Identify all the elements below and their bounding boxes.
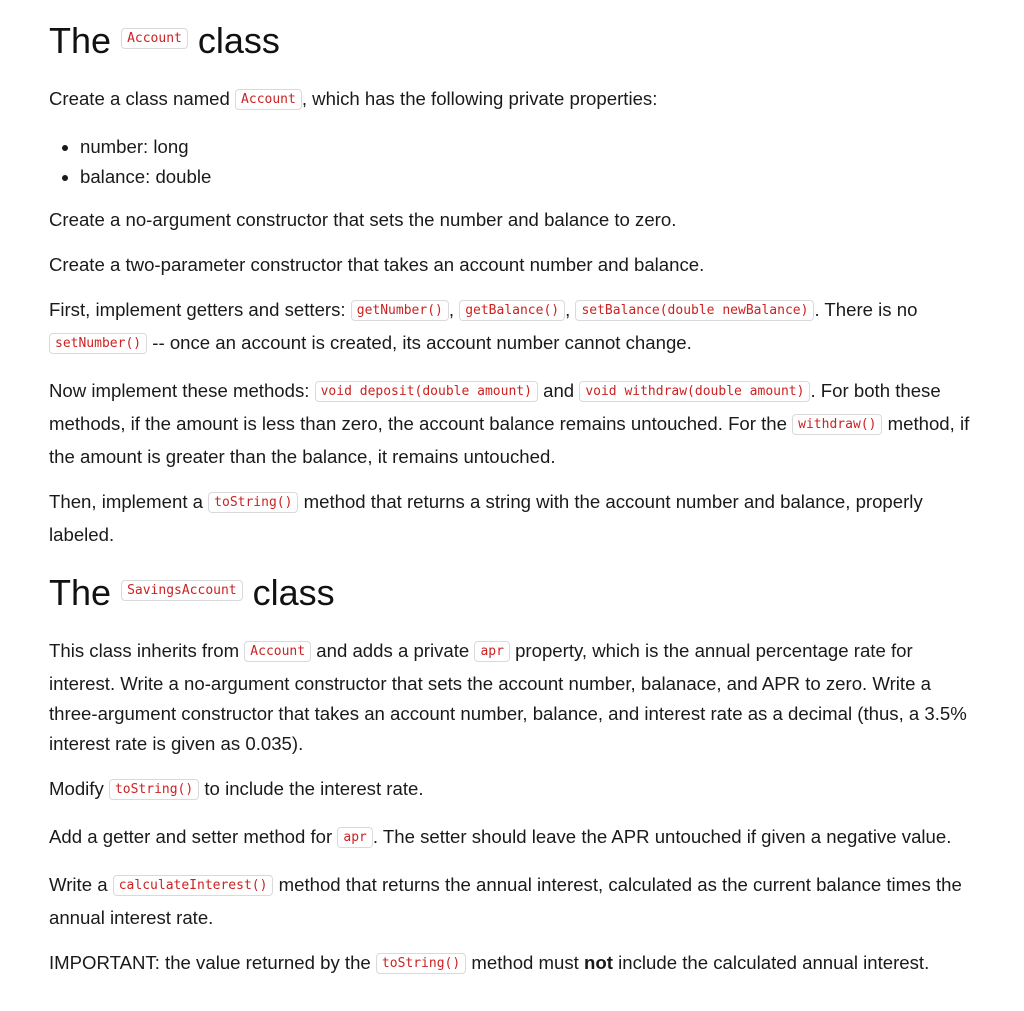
modify-paragraph xyxy=(49,774,980,807)
inline-code: calculateInterest() xyxy=(113,875,274,896)
inline-code: setBalance(double newBalance) xyxy=(575,300,814,321)
inline-code: getBalance() xyxy=(459,300,565,321)
heading-text: The xyxy=(49,572,112,613)
text: and xyxy=(543,380,575,401)
inline-code: Account xyxy=(235,89,302,110)
text: and adds a private xyxy=(316,640,470,661)
heading-text: class xyxy=(252,572,335,613)
heading-text: class xyxy=(197,20,280,61)
inline-code: setNumber() xyxy=(49,333,147,354)
inline-code: SavingsAccount xyxy=(121,580,243,601)
text: , xyxy=(565,299,571,320)
list-item: • balance: double xyxy=(80,162,980,192)
text: Modify xyxy=(49,778,104,799)
text: method must xyxy=(471,952,579,973)
emphasis: not xyxy=(584,952,613,973)
inline-code: apr xyxy=(337,827,372,848)
account-intro-paragraph xyxy=(49,84,980,117)
text: First, implement getters and setters: xyxy=(49,299,346,320)
text: IMPORTANT: the value returned by the xyxy=(49,952,371,973)
inline-code: toString() xyxy=(109,779,199,800)
inline-code: apr xyxy=(474,641,509,662)
important-paragraph xyxy=(49,948,980,981)
savings-account-class-heading xyxy=(49,572,980,614)
text: . The setter should leave the APR untouched if given a negative value. xyxy=(372,826,952,847)
properties-list xyxy=(49,132,980,192)
text: -- once an account is created, its account number cannot change. xyxy=(152,332,692,353)
getters-setters-paragraph xyxy=(49,295,980,361)
text: include the calculated annual interest. xyxy=(618,952,930,973)
calculate-interest-paragraph xyxy=(49,870,980,933)
methods-paragraph xyxy=(49,376,980,472)
text: method that returns the annual interest, calculated as the current balance times the annual interest rate. xyxy=(49,874,962,928)
text: method that returns a string with the account number and balance, properly labeled. xyxy=(49,491,923,545)
text: Create a class named xyxy=(49,88,230,109)
inline-code: toString() xyxy=(376,953,466,974)
text: method, if the amount is greater than the balance, it remains untouched. xyxy=(49,413,970,467)
text: Add a getter and setter method for xyxy=(49,826,333,847)
inline-code: Account xyxy=(244,641,311,662)
text: . There is no xyxy=(814,299,918,320)
no-arg-constructor-paragraph: Create a no-argument constructor that sets the number and balance to zero. xyxy=(49,209,677,230)
inline-code: Account xyxy=(121,28,188,49)
getter-setter-paragraph xyxy=(49,822,980,855)
inherits-paragraph xyxy=(49,636,980,759)
text: Now implement these methods: xyxy=(49,380,310,401)
two-param-constructor-paragraph: Create a two-parameter constructor that takes an account number and balance. xyxy=(49,254,705,275)
account-class-heading xyxy=(49,0,980,62)
text: . For both these methods, if the amount is less than zero, the account balance remains untouched. For the xyxy=(49,380,941,434)
inline-code: withdraw() xyxy=(792,414,882,435)
inline-code: void deposit(double amount) xyxy=(315,381,538,402)
text: This class inherits from xyxy=(49,640,240,661)
text: Write a xyxy=(49,874,108,895)
list-item: • number: long xyxy=(80,132,980,162)
text: , which has the following private properties: xyxy=(301,88,658,109)
text: , xyxy=(448,299,455,320)
tostring-paragraph xyxy=(49,487,980,550)
text: to include the interest rate. xyxy=(204,778,424,799)
text: property, which is the annual percentage rate for interest. Write a no-argument constructor that sets the account number, balanace, and APR to zero. Write a three-argument constructor that takes an account number, balance, and interest rate as a decimal (thus, a 3.5% interest rate is given as 0.035). xyxy=(49,640,967,754)
heading-text: The xyxy=(49,20,112,61)
inline-code: toString() xyxy=(208,492,298,513)
inline-code: void withdraw(double amount) xyxy=(579,381,810,402)
inline-code: getNumber() xyxy=(351,300,449,321)
text: Then, implement a xyxy=(49,491,203,512)
